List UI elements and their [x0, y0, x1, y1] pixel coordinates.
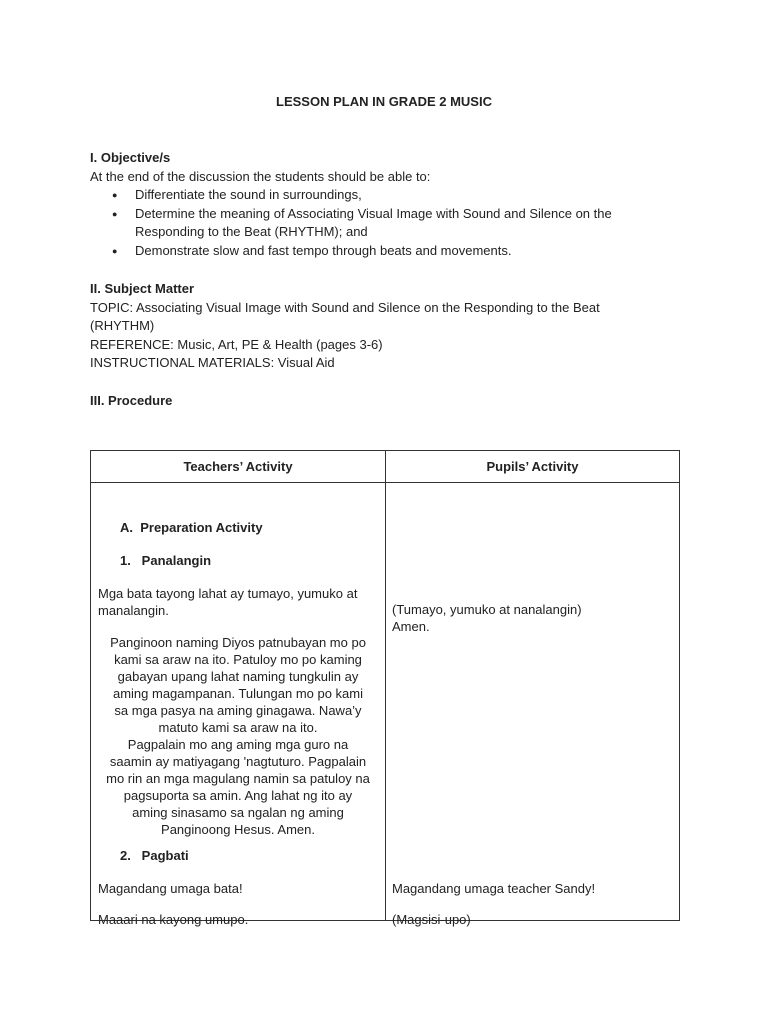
prayer-response: (Tumayo, yumuko at nanalangin) — [392, 602, 582, 617]
prayer-line: aming sinasamo sa ngalan ng aming — [132, 805, 344, 820]
table-row — [91, 483, 680, 921]
prayer-text — [96, 634, 380, 838]
sit-down-text: Maaari na kayong umupo. — [98, 912, 249, 927]
prayer-line: saamin ay matiyagang 'nagtuturo. Pagpalain — [109, 754, 367, 769]
subject-matter-section — [90, 280, 650, 373]
objectives-intro: At the end of the discussion the students should be able to: — [90, 168, 431, 184]
objectives-heading: I. Objective/s — [90, 150, 171, 165]
pupils-activity-cell — [386, 483, 680, 927]
prayer-line: Pagpalain mo ang aming mga guro na — [127, 737, 349, 752]
prayer-line: Panginoon naming Diyos patnubayan mo po — [110, 635, 366, 650]
sit-response: (Magsisi-upo) — [392, 912, 471, 927]
objectives-section — [90, 149, 690, 260]
document-title: LESSON PLAN IN GRADE 2 MUSIC — [276, 94, 492, 109]
teachers-activity-cell — [91, 483, 386, 927]
greeting-text: Magandang umaga bata! — [98, 881, 243, 896]
prayer-instruction: Mga bata tayong lahat ay tumayo, yumuko at manalangin. — [98, 586, 358, 618]
prayer-line: Panginoong Hesus. Amen. — [161, 822, 315, 837]
table-header-row — [91, 451, 680, 483]
prayer-line: kami sa araw na ito. Patuloy mo po kaming — [114, 652, 362, 667]
prayer-line: aming magampanan. Tulungan mo po kami — [112, 686, 364, 701]
objectives-list — [90, 186, 690, 260]
prayer-line: gabayan upang lahat naming tungkulin ay — [117, 669, 359, 684]
subject-matter-heading: II. Subject Matter — [90, 281, 195, 296]
bullet-icon: ● — [112, 190, 118, 200]
pagbati-heading: 2. Pagbati — [120, 848, 189, 863]
greeting-response: Magandang umaga teacher Sandy! — [392, 881, 596, 896]
prayer-line: mo rin an mga magulang namin sa patuloy na — [106, 771, 370, 786]
bullet-icon: ● — [112, 208, 118, 219]
reference-text: REFERENCE: Music, Art, PE & Health (pages 3-6) — [90, 336, 383, 352]
prayer-line: pagsuporta sa amin. Ang lahat ng ito ay — [123, 788, 353, 803]
panalangin-heading: 1. Panalangin — [120, 553, 212, 568]
procedure-heading: III. Procedure — [90, 393, 173, 408]
materials-text: INSTRUCTIONAL MATERIALS: Visual Aid — [90, 355, 335, 370]
objective-item: ● Differentiate the sound in surroundings, — [90, 186, 690, 205]
objective-item: ● Demonstrate slow and fast tempo through beats and movements. — [90, 242, 690, 261]
bullet-icon: ● — [112, 245, 118, 256]
prayer-line: sa mga pasya na aming ginagawa. Nawa’y — [114, 703, 362, 718]
prayer-line: matuto kami sa araw na ito. — [158, 720, 318, 735]
topic-text: TOPIC: Associating Visual Image with Sound and Silence on the Responding to the Beat (RHYTHM) — [90, 299, 600, 333]
preparation-activity-heading: A. Preparation Activity — [120, 520, 263, 535]
teachers-activity-header: Teachers’ Activity — [91, 451, 386, 483]
procedure-table — [90, 450, 680, 927]
pupils-activity-header: Pupils’ Activity — [386, 451, 680, 483]
objective-item: ● Determine the meaning of Associating Visual Image with Sound and Silence on the Responding to the Beat (RHYTHM); and — [112, 205, 612, 239]
amen-response: Amen. — [392, 619, 430, 634]
